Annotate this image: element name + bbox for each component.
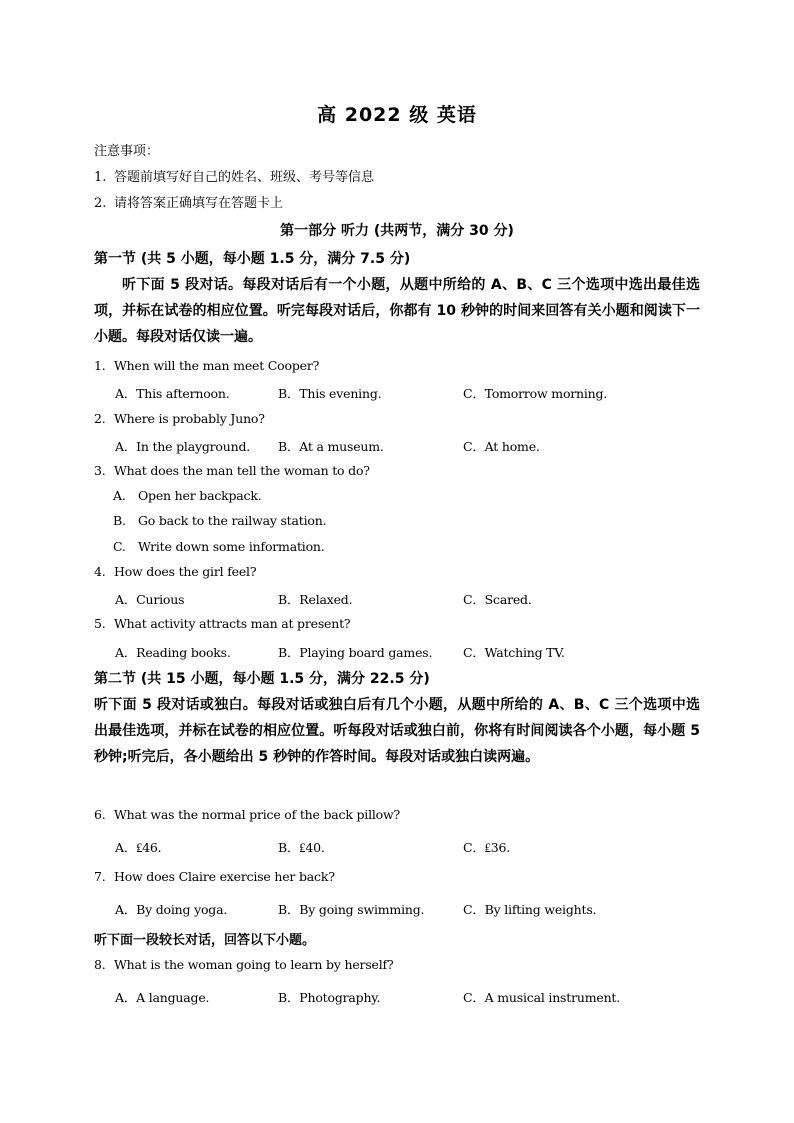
note-text: 请将答案正确填写在答题卡上 <box>114 196 284 211</box>
dialogue-subheading: 听下面一段较长对话，回答以下小题。 <box>94 933 316 948</box>
option-b: B．This evening. <box>278 386 382 401</box>
question-number: 7. <box>94 869 106 884</box>
option-b: B．At a museum. <box>278 439 384 454</box>
exam-title: 高 2022 级 英语 <box>317 104 477 126</box>
option-c: C．A musical instrument. <box>463 990 621 1005</box>
option-b <box>113 513 326 528</box>
section2-instructions: 听下面 5 段对话或独白。每段对话或独白后有几个小题，从题中所给的 A、B、C 三个选项中选出最佳选项，并标在试卷的相应位置。听每段对话或独白前，你将有时间阅读各个小题，每小题 5 秒钟;听完后，各小题给出 5 秒钟的作答时间。每段对话或独白读两遍。 <box>94 697 700 765</box>
question-4 <box>94 564 256 579</box>
option-a: A．By doing yoga. <box>115 902 228 917</box>
note-number: 2. <box>94 196 107 211</box>
option-text: Open her backpack. <box>138 488 262 503</box>
question-3 <box>94 463 370 478</box>
question-1 <box>94 358 319 373</box>
question-number: 8. <box>94 957 106 972</box>
section1-heading: 第一节 (共 5 小题，每小题 1.5 分，满分 7.5 分) <box>94 251 411 267</box>
question-8 <box>94 957 393 972</box>
question-number: 3. <box>94 463 106 478</box>
question-number: 5. <box>94 616 106 631</box>
option-a: A．This afternoon. <box>115 386 230 401</box>
question-text: How does the girl feel? <box>114 564 257 579</box>
note-item <box>94 191 374 217</box>
option-c: C．Scared. <box>463 592 532 607</box>
option-letter: A. <box>113 488 126 503</box>
option-c: C．Tomorrow morning. <box>463 386 608 401</box>
notes-heading: 注意事项： <box>94 144 160 159</box>
option-c: C．At home. <box>463 439 540 454</box>
question-text: What is the woman going to learn by herself? <box>114 957 394 972</box>
question-text: What activity attracts man at present? <box>114 616 351 631</box>
question-text: Where is probably Juno? <box>114 411 265 426</box>
notes-block <box>94 139 374 217</box>
section2-heading: 第二节 (共 15 小题，每小题 1.5 分，满分 22.5 分) <box>94 671 430 687</box>
note-item <box>94 165 374 191</box>
option-a: A．Reading books. <box>115 645 231 660</box>
option-text: Go back to the railway station. <box>138 513 327 528</box>
option-b: B．By going swimming. <box>278 902 425 917</box>
question-number: 1. <box>94 358 106 373</box>
option-c: C．Watching TV. <box>463 645 565 660</box>
option-text: Write down some information. <box>138 539 325 554</box>
part-heading: 第一部分 听力 (共两节，满分 30 分) <box>280 223 514 239</box>
option-a: A．In the playground. <box>115 439 251 454</box>
question-text: When will the man meet Cooper? <box>114 358 320 373</box>
question-number: 4. <box>94 564 106 579</box>
option-a <box>113 488 262 503</box>
option-c: C．₤36. <box>463 840 510 855</box>
note-text: 答题前填写好自己的姓名、班级、考号等信息 <box>114 170 375 185</box>
note-number: 1. <box>94 170 107 185</box>
option-a: A．₤46. <box>115 840 162 855</box>
question-text: What was the normal price of the back pillow? <box>114 807 401 822</box>
section1-instructions: 听下面 5 段对话。每段对话后有一个小题，从题中所给的 A、B、C 三个选项中选出最佳选项，并标在试卷的相应位置。听完每段对话后，你都有 10 秒钟的时间来回答有关小题和阅读下一小题。每段对话仅读一遍。 <box>94 277 700 345</box>
question-text: What does the man tell the woman to do? <box>114 463 370 478</box>
question-6 <box>94 807 400 822</box>
option-b: B．Playing board games. <box>278 645 433 660</box>
option-b: B．Relaxed. <box>278 592 353 607</box>
option-c: C．By lifting weights. <box>463 902 597 917</box>
option-b: B．Photography. <box>278 990 381 1005</box>
option-b: B．₤40. <box>278 840 325 855</box>
question-number: 2. <box>94 411 106 426</box>
question-text: How does Claire exercise her back? <box>114 869 335 884</box>
option-a: A．A language. <box>115 990 210 1005</box>
question-5 <box>94 616 350 631</box>
question-7 <box>94 869 335 884</box>
option-letter: B. <box>113 513 126 528</box>
option-c <box>113 539 325 554</box>
question-number: 6. <box>94 807 106 822</box>
option-letter: C. <box>113 539 126 554</box>
option-a: A．Curious <box>115 592 185 607</box>
question-2 <box>94 411 265 426</box>
